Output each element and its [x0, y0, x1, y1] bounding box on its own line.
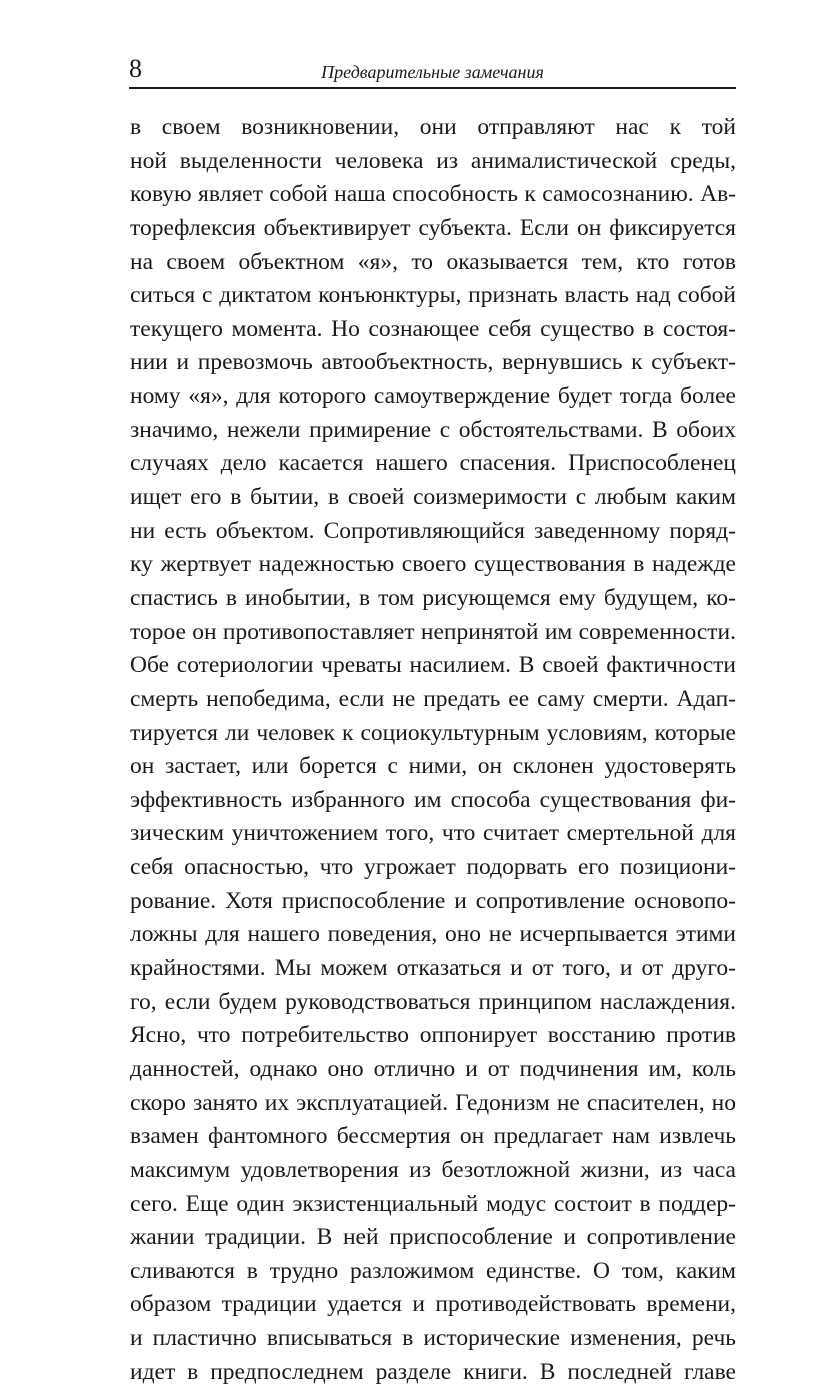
text-line: торое он противопоставляет непринятой им современности. [130, 618, 736, 645]
text-line: идет в предпоследнем разделе книги. В последней главе [130, 1358, 736, 1385]
text-line: ситься с диктатом конъюнктуры, признать власть над собой [130, 282, 736, 309]
text-line: Обе сотериологии чреваты насилием. В своей фактичности [130, 652, 736, 679]
text-line: крайностями. Мы можем отказаться и от того, и от друго- [130, 955, 736, 982]
text-line: ищет его в бытии, в своей соизмеримости с любым каким [130, 484, 736, 511]
text-line: рование. Хотя приспособление и сопротивление основопо- [130, 887, 736, 914]
text-line: Ясно, что потребительство оппонирует восстанию против [130, 1022, 736, 1049]
text-line: и пластично вписываться в исторические изменения, речь [130, 1325, 736, 1352]
text-line: торефлексия объективирует субъекта. Если он фиксируется [130, 214, 736, 241]
text-line: на своем объектном «я», то оказывается тем, кто готов [130, 248, 736, 275]
text-line: себя опасностью, что угрожает подорвать его позициони- [130, 854, 736, 881]
text-line: ковую являет собой наша способность к самосознанию. Ав- [130, 181, 736, 208]
text-line: ложны для нашего поведения, оно не исчерпывается этими [130, 921, 736, 948]
text-line: случаях дело касается нашего спасения. Приспособленец [130, 450, 736, 477]
text-line: ку жертвует надежностью своего существования в надежде [130, 551, 736, 578]
text-line: значимо, нежели примирение с обстоятельствами. В обоих [130, 416, 736, 443]
text-line: ни есть объектом. Сопротивляющийся заведенному поряд- [130, 517, 736, 544]
text-line: спастись в инобытии, в том рисующемся ему будущем, ко- [130, 584, 736, 611]
text-line: смерть непобедима, если не предать ее саму смерти. Адап- [130, 685, 736, 712]
text-line: жании традиции. В ней приспособление и сопротивление [130, 1224, 736, 1251]
text-line: максимум удовлетворения из безотложной жизни, из часа [130, 1156, 736, 1183]
text-line: сливаются в трудно разложимом единстве. О том, каким [130, 1257, 736, 1284]
text-line: эффективность избранного им способа существования фи- [130, 786, 736, 813]
text-line: го, если будем руководствоваться принципом наслаждения. [130, 988, 736, 1015]
text-line: ной выделенности человека из анималистической среды, [130, 147, 736, 174]
text-line: он застает, или борется с ними, он склонен удостоверять [130, 753, 736, 780]
text-line: данностей, однако оно отлично и от подчинения им, коль [130, 1055, 736, 1082]
text-line: образом традиции удается и противодействовать времени, [130, 1291, 736, 1318]
text-line: в своем возникновении, они отправляют нас к той [130, 114, 736, 140]
text-line: взамен фантомного бессмертия он предлагает нам извлечь [130, 1123, 736, 1150]
body-text [130, 111, 736, 1389]
text-line: сего. Еще один экзистенциальный модус состоит в поддер- [130, 1190, 736, 1217]
text-line: текущего момента. Но сознающее себя существо в состоя- [130, 315, 736, 342]
text-line: тируется ли человек к социокультурным условиям, которые [130, 719, 736, 746]
text-line: ному «я», для которого самоутверждение будет тогда более [130, 383, 736, 410]
header-rule [129, 87, 736, 89]
running-title: Предварительные замечания [321, 62, 544, 82]
page-number: 8 [129, 54, 142, 83]
text-line: нии и превозмочь автообъектность, вернувшись к субъект- [130, 349, 736, 376]
text-line: зическим уничтожением того, что считает смертельной для [130, 820, 736, 847]
text-line: скоро занято их эксплуатацией. Гедонизм не спасителен, но [130, 1089, 736, 1116]
